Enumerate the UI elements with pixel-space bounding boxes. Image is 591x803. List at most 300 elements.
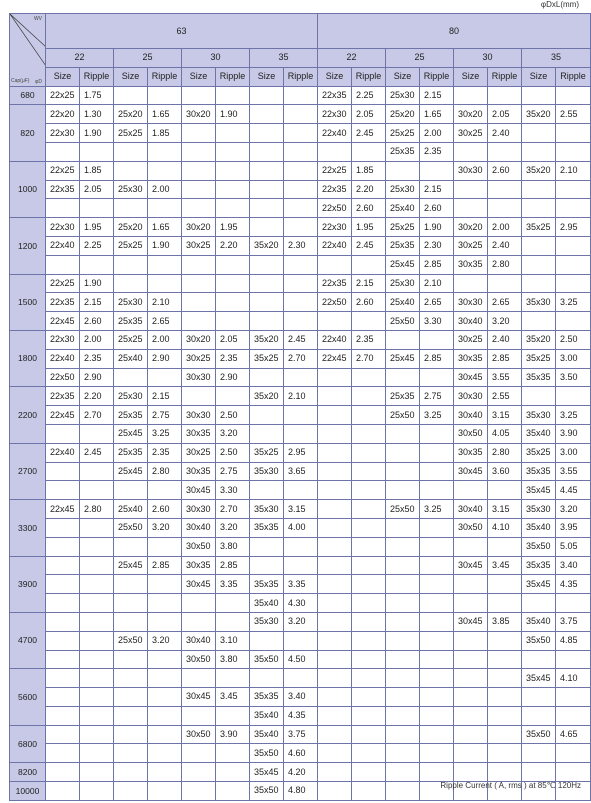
size-cell: 22x35	[46, 387, 80, 406]
size-cell	[46, 481, 80, 500]
size-cell: 35x30	[250, 612, 284, 631]
ripple-cell: 3.10	[216, 631, 250, 650]
ripple-cell	[148, 688, 182, 707]
ripple-cell: 1.90	[148, 236, 182, 255]
size-cell: 22x25	[46, 86, 80, 105]
size-cell	[522, 312, 556, 331]
capacitance-cell: 6800	[10, 725, 46, 763]
size-cell	[182, 199, 216, 218]
ripple-cell	[420, 650, 454, 669]
ripple-cell: 2.85	[420, 255, 454, 274]
ripple-cell	[148, 669, 182, 688]
ripple-cell	[80, 725, 114, 744]
ripple-cell: 4.45	[556, 481, 591, 500]
size-cell	[318, 537, 352, 556]
size-cell	[454, 744, 488, 763]
table-row	[10, 556, 591, 575]
size-cell	[386, 725, 420, 744]
size-cell	[386, 782, 420, 801]
ripple-cell	[148, 782, 182, 801]
table-row	[10, 161, 591, 180]
ripple-cell	[352, 650, 386, 669]
ripple-cell	[216, 199, 250, 218]
size-cell	[46, 744, 80, 763]
ripple-cell	[556, 199, 591, 218]
ripple-cell: 4.50	[284, 650, 318, 669]
size-cell	[114, 199, 148, 218]
ripple-cell: 3.20	[488, 312, 522, 331]
ripple-cell	[80, 255, 114, 274]
table-row	[10, 669, 591, 688]
ripple-cell	[488, 537, 522, 556]
size-cell: 35x20	[522, 105, 556, 124]
size-cell: 35x20	[522, 330, 556, 349]
ripple-column-header: Ripple	[80, 67, 114, 86]
size-cell: 35x45	[522, 575, 556, 594]
ripple-cell	[420, 612, 454, 631]
ripple-cell	[216, 706, 250, 725]
ripple-cell: 3.35	[284, 575, 318, 594]
ripple-cell: 2.20	[80, 387, 114, 406]
size-cell	[46, 631, 80, 650]
ripple-cell: 2.70	[216, 500, 250, 519]
ripple-cell	[284, 199, 318, 218]
size-cell: 22x35	[318, 274, 352, 293]
size-cell: 30x35	[454, 255, 488, 274]
ripple-cell	[216, 255, 250, 274]
size-cell	[318, 368, 352, 387]
ripple-cell	[284, 293, 318, 312]
size-cell: 35x50	[250, 744, 284, 763]
size-cell	[250, 424, 284, 443]
size-cell: 22x35	[46, 293, 80, 312]
size-cell: 30x35	[182, 462, 216, 481]
ripple-cell	[556, 650, 591, 669]
ripple-cell: 2.05	[80, 180, 114, 199]
size-cell: 25x45	[114, 424, 148, 443]
size-cell: 35x40	[250, 706, 284, 725]
size-cell: 22x30	[318, 218, 352, 237]
ripple-cell: 2.60	[488, 161, 522, 180]
size-cell: 30x25	[182, 236, 216, 255]
size-cell	[386, 462, 420, 481]
size-cell: 35x35	[522, 368, 556, 387]
ripple-column-header: Ripple	[148, 67, 182, 86]
ripple-cell: 2.85	[488, 349, 522, 368]
diameter-header: 22	[318, 49, 386, 68]
size-cell	[386, 481, 420, 500]
ripple-cell	[148, 744, 182, 763]
ripple-cell	[488, 763, 522, 782]
size-cell	[318, 312, 352, 331]
size-cell	[46, 594, 80, 613]
ripple-cell: 2.80	[488, 443, 522, 462]
capacitance-cell: 1000	[10, 161, 46, 217]
ripple-cell: 2.70	[80, 406, 114, 425]
ripple-cell: 1.65	[148, 218, 182, 237]
ripple-cell	[488, 706, 522, 725]
table-row	[10, 330, 591, 349]
ripple-cell: 1.30	[80, 105, 114, 124]
size-cell: 22x40	[318, 236, 352, 255]
size-cell	[250, 218, 284, 237]
size-cell	[250, 293, 284, 312]
size-cell	[386, 575, 420, 594]
ripple-cell: 5.05	[556, 537, 591, 556]
size-cell	[250, 481, 284, 500]
ripple-cell: 2.00	[488, 218, 522, 237]
ripple-cell: 3.75	[556, 612, 591, 631]
ripple-cell	[80, 199, 114, 218]
size-cell	[250, 669, 284, 688]
ripple-cell	[216, 782, 250, 801]
size-cell	[46, 706, 80, 725]
ripple-cell: 3.65	[284, 462, 318, 481]
ripple-cell	[352, 669, 386, 688]
ripple-cell	[420, 443, 454, 462]
ripple-column-header: Ripple	[488, 67, 522, 86]
ripple-cell	[148, 594, 182, 613]
ripple-cell: 3.30	[216, 481, 250, 500]
size-cell	[522, 199, 556, 218]
ripple-cell	[284, 218, 318, 237]
ripple-cell	[284, 556, 318, 575]
size-cell: 25x45	[114, 556, 148, 575]
ripple-cell: 4.20	[284, 763, 318, 782]
size-cell: 25x25	[114, 330, 148, 349]
size-cell	[454, 669, 488, 688]
ripple-cell	[148, 199, 182, 218]
capacitance-cell: 1500	[10, 274, 46, 330]
ripple-cell: 3.80	[216, 537, 250, 556]
size-cell	[46, 612, 80, 631]
size-cell	[386, 612, 420, 631]
ripple-cell	[80, 669, 114, 688]
ripple-cell	[148, 274, 182, 293]
diameter-header: 25	[386, 49, 454, 68]
size-cell	[114, 537, 148, 556]
size-cell	[182, 387, 216, 406]
size-cell: 30x20	[454, 105, 488, 124]
size-cell: 35x20	[250, 236, 284, 255]
table-row	[10, 462, 591, 481]
table-row	[10, 312, 591, 331]
size-cell	[114, 594, 148, 613]
ripple-cell: 3.15	[488, 500, 522, 519]
ripple-cell	[80, 556, 114, 575]
size-column-header: Size	[250, 67, 284, 86]
size-cell: 30x30	[454, 161, 488, 180]
size-cell	[114, 368, 148, 387]
ripple-cell	[420, 462, 454, 481]
capacitance-cell: 5600	[10, 669, 46, 725]
size-cell	[386, 706, 420, 725]
ripple-cell	[284, 537, 318, 556]
ripple-cell	[352, 782, 386, 801]
size-cell	[522, 763, 556, 782]
size-cell: 22x35	[46, 180, 80, 199]
size-cell	[182, 669, 216, 688]
size-cell	[318, 443, 352, 462]
size-cell	[182, 124, 216, 143]
ripple-cell	[352, 142, 386, 161]
size-cell	[318, 744, 352, 763]
size-cell: 35x35	[250, 688, 284, 707]
size-cell: 30x30	[454, 387, 488, 406]
size-cell: 25x45	[386, 255, 420, 274]
ripple-cell: 1.90	[80, 124, 114, 143]
size-cell: 22x30	[318, 105, 352, 124]
ripple-cell	[284, 255, 318, 274]
size-cell	[182, 594, 216, 613]
ripple-cell	[148, 725, 182, 744]
size-cell: 30x50	[182, 537, 216, 556]
corner-phi-d-label: φD	[35, 78, 42, 85]
size-cell: 30x35	[182, 424, 216, 443]
ripple-cell: 2.10	[420, 274, 454, 293]
ripple-cell: 2.50	[216, 443, 250, 462]
ripple-cell	[352, 481, 386, 500]
ripple-cell	[80, 763, 114, 782]
size-cell: 35x40	[522, 424, 556, 443]
ripple-cell	[352, 744, 386, 763]
size-cell	[318, 387, 352, 406]
size-cell: 35x30	[522, 406, 556, 425]
ripple-cell: 1.75	[80, 86, 114, 105]
diameter-header: 35	[250, 49, 318, 68]
size-cell	[114, 612, 148, 631]
size-cell: 30x30	[182, 368, 216, 387]
ripple-cell	[488, 669, 522, 688]
size-cell	[522, 255, 556, 274]
size-cell: 25x40	[114, 500, 148, 519]
ripple-cell: 2.50	[216, 406, 250, 425]
ripple-cell: 2.10	[556, 161, 591, 180]
size-cell	[318, 669, 352, 688]
ripple-cell	[284, 86, 318, 105]
size-cell	[114, 744, 148, 763]
ripple-cell	[284, 142, 318, 161]
size-cell: 35x25	[522, 349, 556, 368]
table-row	[10, 575, 591, 594]
size-cell: 30x35	[454, 443, 488, 462]
table-row	[10, 86, 591, 105]
size-cell: 25x25	[114, 236, 148, 255]
ripple-cell: 3.35	[216, 575, 250, 594]
size-cell: 25x45	[386, 349, 420, 368]
ripple-cell: 4.85	[556, 631, 591, 650]
size-cell: 25x40	[386, 199, 420, 218]
ripple-cell: 3.20	[148, 631, 182, 650]
ripple-cell	[488, 274, 522, 293]
ripple-cell: 3.30	[420, 312, 454, 331]
size-cell: 25x25	[386, 124, 420, 143]
ripple-cell	[80, 424, 114, 443]
size-cell	[182, 142, 216, 161]
ripple-cell: 2.70	[352, 349, 386, 368]
ripple-cell	[216, 161, 250, 180]
table-row	[10, 594, 591, 613]
table-row	[10, 688, 591, 707]
ripple-cell	[556, 86, 591, 105]
ripple-cell: 3.20	[284, 612, 318, 631]
ripple-cell	[80, 688, 114, 707]
size-cell: 22x40	[46, 349, 80, 368]
ripple-cell	[284, 312, 318, 331]
ripple-cell: 2.05	[216, 330, 250, 349]
ripple-cell: 2.75	[420, 387, 454, 406]
ripple-cell	[488, 481, 522, 500]
ripple-cell: 2.10	[148, 293, 182, 312]
size-cell: 22x25	[318, 161, 352, 180]
ripple-cell	[420, 688, 454, 707]
ripple-cell: 2.80	[148, 462, 182, 481]
ripple-cell: 2.90	[80, 368, 114, 387]
ripple-cell	[352, 556, 386, 575]
size-cell: 35x40	[250, 594, 284, 613]
ripple-cell: 2.25	[352, 86, 386, 105]
size-cell	[114, 706, 148, 725]
size-cell: 25x45	[114, 462, 148, 481]
ripple-cell: 1.90	[420, 218, 454, 237]
ripple-cell: 1.85	[352, 161, 386, 180]
ripple-cell: 2.15	[420, 86, 454, 105]
table-row	[10, 274, 591, 293]
size-cell: 30x35	[454, 349, 488, 368]
table-row	[10, 105, 591, 124]
size-cell: 30x50	[182, 725, 216, 744]
ripple-cell: 1.90	[80, 274, 114, 293]
size-cell: 35x40	[522, 612, 556, 631]
size-cell	[114, 688, 148, 707]
size-cell	[182, 744, 216, 763]
size-cell	[114, 650, 148, 669]
ripple-cell: 2.45	[284, 330, 318, 349]
ripple-cell	[556, 312, 591, 331]
size-cell	[454, 688, 488, 707]
ripple-cell: 3.20	[216, 518, 250, 537]
ripple-cell: 2.35	[352, 330, 386, 349]
size-column-header: Size	[454, 67, 488, 86]
size-cell	[318, 424, 352, 443]
ripple-cell: 3.20	[148, 518, 182, 537]
size-cell	[114, 669, 148, 688]
table-row	[10, 537, 591, 556]
size-cell: 22x30	[46, 124, 80, 143]
voltage-header-row	[10, 14, 591, 49]
size-cell: 30x25	[454, 236, 488, 255]
table-row	[10, 387, 591, 406]
ripple-cell: 2.10	[284, 387, 318, 406]
size-cell	[250, 180, 284, 199]
size-cell	[522, 706, 556, 725]
ripple-cell	[556, 274, 591, 293]
size-cell	[454, 199, 488, 218]
ripple-cell: 2.85	[216, 556, 250, 575]
ripple-column-header: Ripple	[420, 67, 454, 86]
size-cell	[386, 161, 420, 180]
size-cell: 35x40	[522, 518, 556, 537]
size-cell	[182, 312, 216, 331]
size-cell	[46, 518, 80, 537]
size-cell	[454, 725, 488, 744]
ripple-cell: 2.35	[80, 349, 114, 368]
size-cell: 22x30	[46, 330, 80, 349]
ripple-cell	[80, 537, 114, 556]
size-cell	[318, 406, 352, 425]
ripple-cell	[80, 481, 114, 500]
size-cell	[522, 124, 556, 143]
ripple-cell	[148, 706, 182, 725]
ripple-cell: 1.90	[216, 105, 250, 124]
ripple-cell	[216, 669, 250, 688]
ripple-cell: 2.60	[352, 293, 386, 312]
size-cell	[386, 556, 420, 575]
size-cell: 30x45	[454, 556, 488, 575]
ripple-cell: 2.85	[420, 349, 454, 368]
size-cell: 22x45	[46, 312, 80, 331]
size-cell: 35x25	[522, 443, 556, 462]
ripple-cell	[148, 575, 182, 594]
size-cell: 30x50	[182, 650, 216, 669]
size-cell: 30x25	[182, 349, 216, 368]
ripple-cell	[556, 255, 591, 274]
ripple-cell	[556, 124, 591, 143]
size-cell	[454, 537, 488, 556]
ripple-cell	[420, 481, 454, 500]
size-cell	[454, 180, 488, 199]
ripple-cell: 2.85	[148, 556, 182, 575]
ripple-cell: 2.50	[556, 330, 591, 349]
ripple-cell	[420, 594, 454, 613]
voltage-header-80: 80	[318, 14, 591, 49]
ripple-cell	[148, 481, 182, 500]
size-cell	[250, 199, 284, 218]
diameter-header: 22	[46, 49, 114, 68]
ripple-cell: 4.35	[556, 575, 591, 594]
ripple-cell: 1.85	[80, 161, 114, 180]
ripple-cell	[216, 763, 250, 782]
size-cell	[46, 669, 80, 688]
diameter-header: 30	[454, 49, 522, 68]
ripple-cell	[556, 688, 591, 707]
ripple-cell	[352, 688, 386, 707]
ripple-cell: 2.45	[352, 124, 386, 143]
corner-cap-label: Cap(μF)	[11, 77, 30, 84]
size-cell	[522, 86, 556, 105]
size-cell	[318, 518, 352, 537]
ripple-cell	[352, 424, 386, 443]
table-row	[10, 424, 591, 443]
ripple-cell	[80, 142, 114, 161]
size-cell: 35x35	[522, 556, 556, 575]
size-cell: 30x45	[182, 688, 216, 707]
table-row	[10, 481, 591, 500]
ripple-cell: 2.80	[488, 255, 522, 274]
size-cell: 25x50	[114, 518, 148, 537]
ripple-cell: 2.35	[148, 443, 182, 462]
ripple-cell: 4.80	[284, 782, 318, 801]
ripple-cell	[80, 594, 114, 613]
ripple-cell	[216, 312, 250, 331]
ripple-cell	[284, 669, 318, 688]
ripple-cell	[352, 706, 386, 725]
size-cell: 22x40	[46, 236, 80, 255]
ripple-cell: 2.55	[556, 105, 591, 124]
voltage-header-63: 63	[46, 14, 318, 49]
ripple-cell	[80, 612, 114, 631]
ripple-cell	[80, 782, 114, 801]
